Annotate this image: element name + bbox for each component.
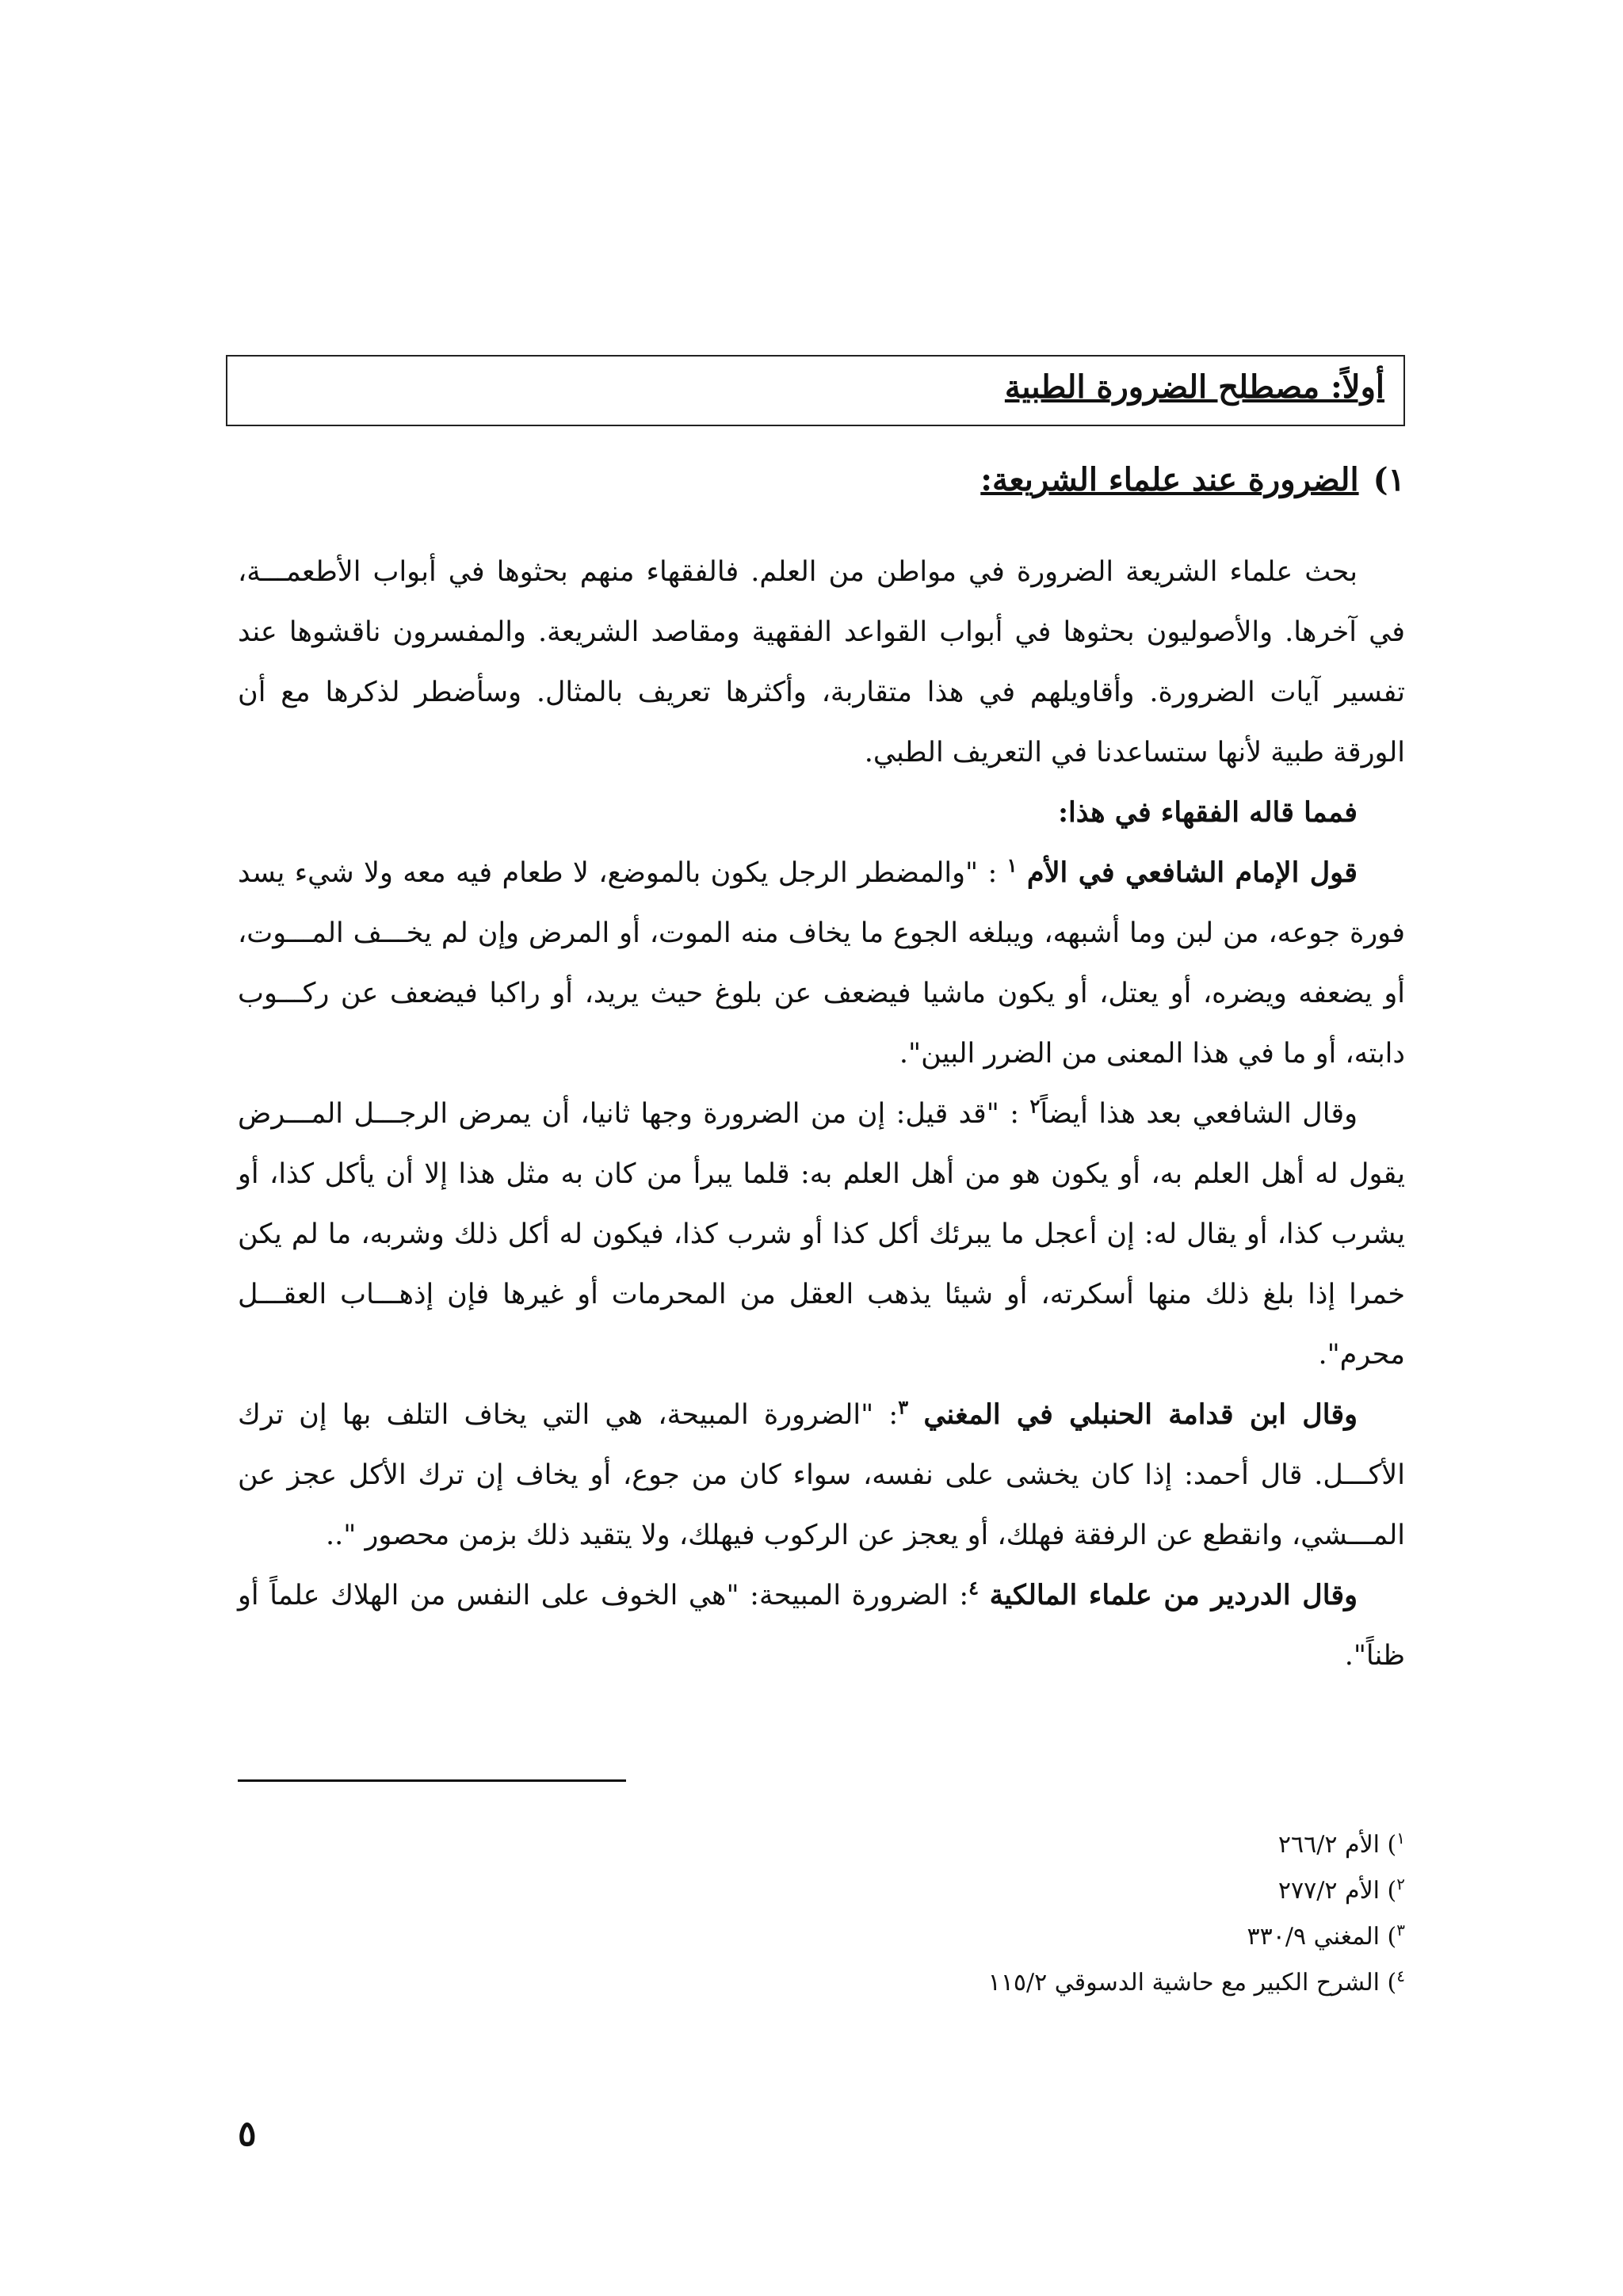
footnote-ref-1: ١ (1006, 853, 1018, 877)
qudama-lead: وقال ابن قدامة الحنبلي في المغني (923, 1398, 1358, 1431)
shafii-text: : "والمضطر الرجل يكون بالموضع، لا طعام فيه معه ولا شيء يسد فورة جوعه، من لبن وما أشبهه، ويبلغه الجوع ما يخاف منه الموت، أو المرض وإن لم يخـــف المـــوت، أو يضعفه ويضره، أو يعتل، أو يكون ماشيا فيضعف عن بلوغ حيث يريد، أو راكبا فيضعف عن ركـــوب دابته، أو ما في هذا المعنى من الضرر البين". (238, 857, 1405, 1070)
footnote-text: ) الشرح الكبير مع حاشية الدسوقي ١١٥/٢ (987, 1969, 1397, 1997)
footnote-text: ) المغني ٣٣٠/٩ (1247, 1923, 1397, 1951)
footnote-3 (988, 1914, 1405, 1960)
subsection-number: ١) (1373, 461, 1405, 498)
body-text (238, 542, 1405, 1686)
footnote-num: ٣ (1396, 1920, 1405, 1939)
shafii-paragraph (238, 843, 1405, 1084)
footnotes (988, 1822, 1405, 2006)
section-title-box (226, 355, 1405, 426)
footnote-1 (988, 1822, 1405, 1868)
dardir-text: : الضرورة المبيحة: "هي الخوف على النفس من الهلاك علماً أو ظناً". (238, 1580, 1405, 1672)
footnote-ref-3: ٣ (898, 1395, 909, 1419)
fuqaha-heading-text: فمما قاله الفقهاء في هذا: (1058, 796, 1358, 829)
footnote-num: ١ (1396, 1829, 1405, 1848)
subsection-heading (980, 458, 1405, 502)
footnote-text: ) الأم ٢٧٧/٢ (1277, 1877, 1397, 1905)
intro-paragraph: بحث علماء الشريعة الضرورة في مواطن من العلم. فالفقهاء منهم بحثوها في أبواب الأطعمـــة، في آخرها. والأصوليون بحثوها في أبواب القواعد الفقهية ومقاصد الشريعة. والمفسرون ناقشوها عند تفسير آيات الضرورة. وأقاويلهم في هذا متقاربة، وأكثرها تعريف بالمثال. وسأضطر لذكرها مع أن الورقة طبية لأنها ستساعدنا في التعريف الطبي. (238, 556, 1405, 769)
section-title: أولاً: مصطلح الضرورة الطبية (1004, 368, 1384, 406)
shafii2-lead: وقال الشافعي بعد هذا أيضاً (1040, 1098, 1358, 1130)
shafii2-paragraph (238, 1084, 1405, 1385)
dardir-lead: وقال الدردير من علماء المالكية (989, 1579, 1358, 1611)
page-number: ٥ (238, 2114, 257, 2154)
dardir-paragraph (238, 1566, 1405, 1686)
footnote-2 (988, 1868, 1405, 1914)
fuqaha-heading (238, 783, 1405, 843)
footnote-ref-2: ٢ (1029, 1094, 1041, 1118)
shafii2-text: : "قد قيل: إن من الضرورة وجها ثانيا، أن يمرض الرجـــل المـــرض يقول له أهل العلم به، أو يكون هو من أهل العلم به: قلما يبرأ من كان به مثل هذا إلا أن يأكل كذا، أو يشرب كذا، أو يقال له: إن أعجل ما يبرئك أكل كذا أو شرب كذا، فيكون له أكل ذلك وشربه، ما لم يكن خمرا إذا بلغ ذلك منها أسكرته، أو شيئا يذهب العقل من المحرمات أو غيرها فإن إذهـــاب العقـــل محرم". (238, 1098, 1405, 1371)
footnote-num: ٤ (1396, 1966, 1405, 1985)
footnote-num: ٢ (1396, 1875, 1405, 1894)
subsection-title: الضرورة عند علماء الشريعة: (980, 461, 1359, 498)
footnote-separator (238, 1779, 626, 1782)
qudama-paragraph (238, 1385, 1405, 1566)
qudama-text: : "الضرورة المبيحة، هي التي يخاف التلف بها إن ترك الأكـــل. قال أحمد: إذا كان يخشى على نفسه، سواء كان من جوع، أو يخاف إن ترك الأكل عجز عن المـــشي، وانقطع عن الرفقة فهلك، أو يعجز عن الركوب فيهلك، ولا يتقيد ذلك بزمن محصور ".. (238, 1399, 1405, 1551)
shafii-lead: قول الإمام الشافعي في الأم (1026, 856, 1358, 889)
footnote-text: ) الأم ٢٦٦/٢ (1277, 1831, 1397, 1859)
footnote-4 (988, 1960, 1405, 2006)
footnote-ref-4: ٤ (968, 1576, 980, 1600)
